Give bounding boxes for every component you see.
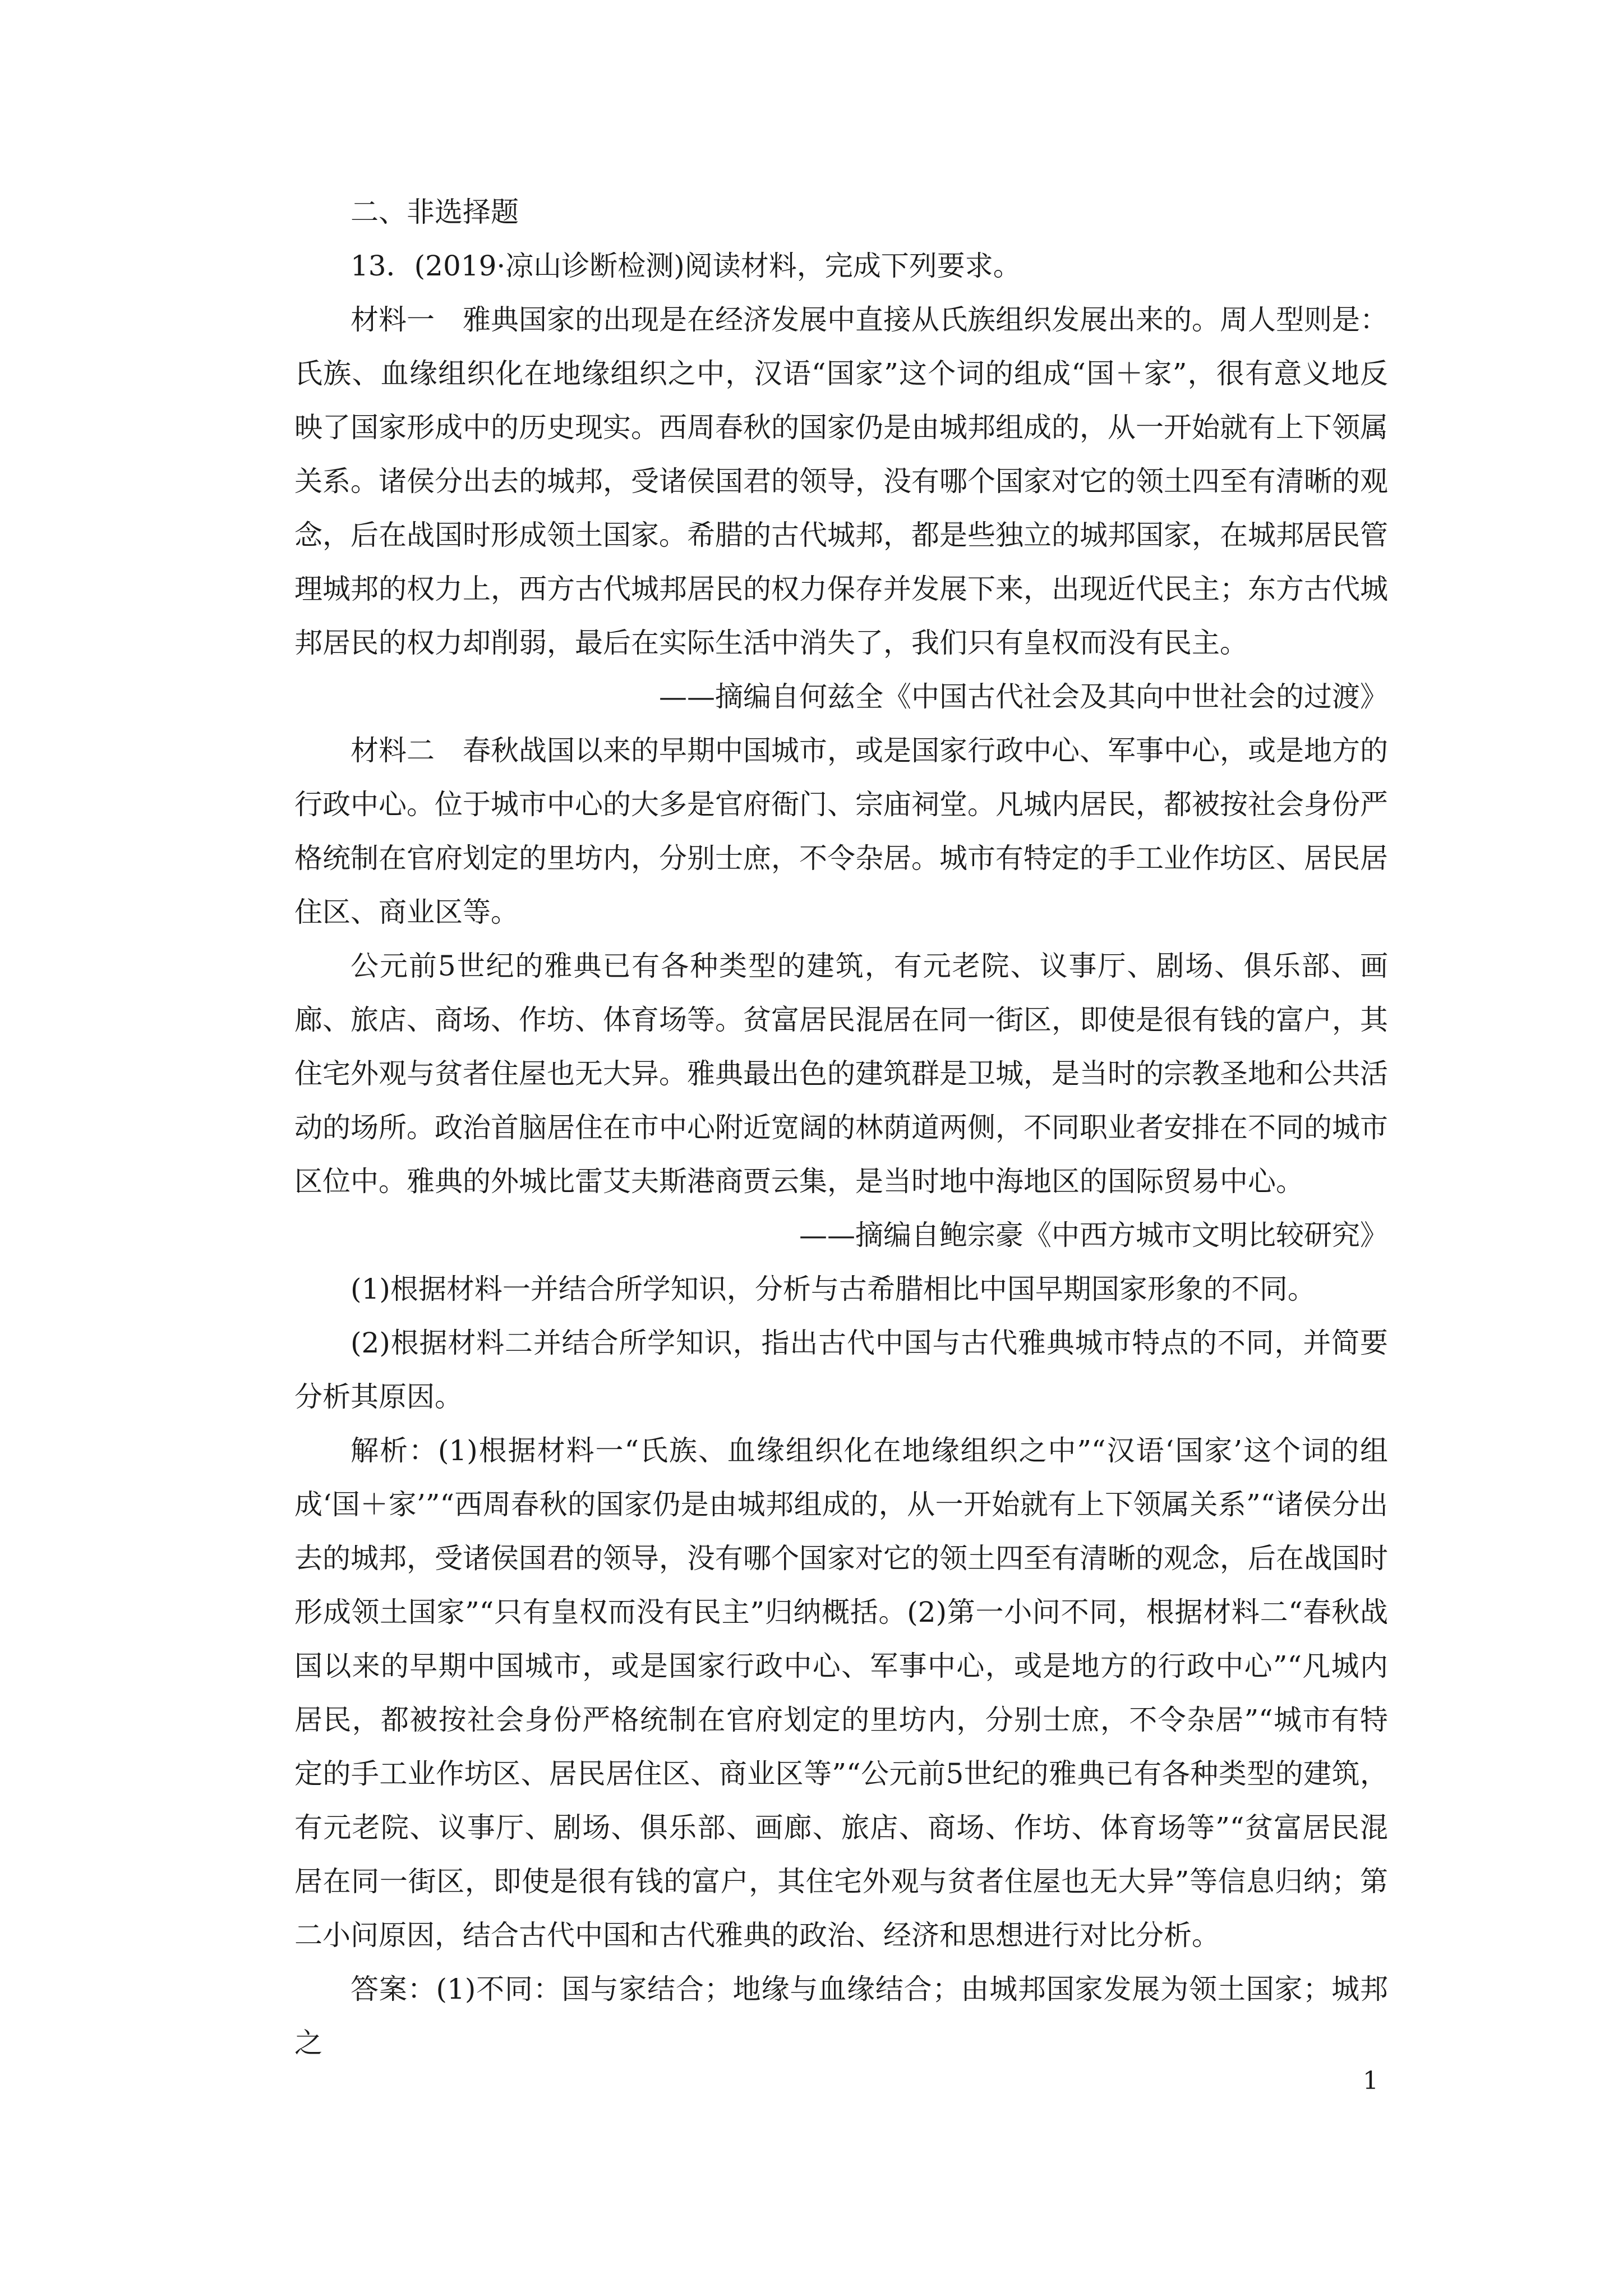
section-heading: 二、非选择题 bbox=[351, 196, 519, 228]
answer-paragraph: 答案：(1)不同：国与家结合；地缘与血缘结合；由城邦国家发展为领土国家；城邦之 bbox=[294, 1973, 1388, 2059]
question-2: (2)根据材料二并结合所学知识，指出古代中国与古代雅典城市特点的不同，并简要分析其原因。 bbox=[294, 1327, 1388, 1413]
material-one-source: ——摘编自何兹全《中国古代社会及其向中世社会的过渡》 bbox=[659, 680, 1388, 713]
material-one-paragraph: 材料一 雅典国家的出现是在经济发展中直接从氏族组织发展出来的。周人型则是：氏族、血缘组织化在地缘组织之中，汉语“国家”这个词的组成“国＋家”，很有意义地反映了国家形成中的历史现实。西周春秋的国家仍是由城邦组成的，从一开始就有上下领属关系。诸侯分出去的城邦，受诸侯国君的领导，没有哪个国家对它的领土四至有清晰的观念，后在战国时形成领土国家。希腊的古代城邦，都是些独立的城邦国家，在城邦居民管理城邦的权力上，西方古代城邦居民的权力保存并发展下来，出现近代民主；东方古代城邦居民的权力却削弱，最后在实际生活中消失了，我们只有皇权而没有民主。 bbox=[294, 303, 1388, 659]
page-number: 1 bbox=[1363, 2067, 1378, 2095]
material-two-source: ——摘编自鲍宗豪《中西方城市文明比较研究》 bbox=[799, 1219, 1388, 1251]
question-intro: 13．(2019·凉山诊断检测)阅读材料，完成下列要求。 bbox=[351, 250, 1021, 282]
material-two-paragraph-2: 公元前5世纪的雅典已有各种类型的建筑，有元老院、议事厅、剧场、俱乐部、画廊、旅店、商场、作坊、体育场等。贫富居民混居在同一街区，即使是很有钱的富户，其住宅外观与贫者住屋也无大异。雅典最出色的建筑群是卫城，是当时的宗教圣地和公共活动的场所。政治首脑居住在市中心附近宽阔的林荫道两侧，不同职业者安排在不同的城市区位中。雅典的外城比雷艾夫斯港商贾云集，是当时地中海地区的国际贸易中心。 bbox=[294, 950, 1388, 1198]
document-body bbox=[294, 185, 1388, 2070]
question-1: (1)根据材料一并结合所学知识，分析与古希腊相比中国早期国家形象的不同。 bbox=[351, 1273, 1316, 1305]
material-two-paragraph-1: 材料二 春秋战国以来的早期中国城市，或是国家行政中心、军事中心，或是地方的行政中心。位于城市中心的大多是官府衙门、宗庙祠堂。凡城内居民，都被按社会身份严格统制在官府划定的里坊内，分别士庶，不令杂居。城市有特定的手工业作坊区、居民居住区、商业区等。 bbox=[294, 734, 1388, 928]
analysis-paragraph: 解析：(1)根据材料一“氏族、血缘组织化在地缘组织之中”“汉语‘国家’这个词的组成‘国＋家’”“西周春秋的国家仍是由城邦组成的，从一开始就有上下领属关系”“诸侯分出去的城邦，受诸侯国君的领导，没有哪个国家对它的领土四至有清晰的观念，后在战国时形成领土国家”“只有皇权而没有民主”归纳概括。(2)第一小问不同，根据材料二“春秋战国以来的早期中国城市，或是国家行政中心、军事中心，或是地方的行政中心”“凡城内居民，都被按社会身份严格统制在官府划定的里坊内，分别士庶，不令杂居”“城市有特定的手工业作坊区、居民居住区、商业区等”“公元前5世纪的雅典已有各种类型的建筑，有元老院、议事厅、剧场、俱乐部、画廊、旅店、商场、作坊、体育场等”“贫富居民混居在同一街区，即使是很有钱的富户，其住宅外观与贫者住屋也无大异”等信息归纳；第二小问原因，结合古代中国和古代雅典的政治、经济和思想进行对比分析。 bbox=[294, 1434, 1388, 1952]
